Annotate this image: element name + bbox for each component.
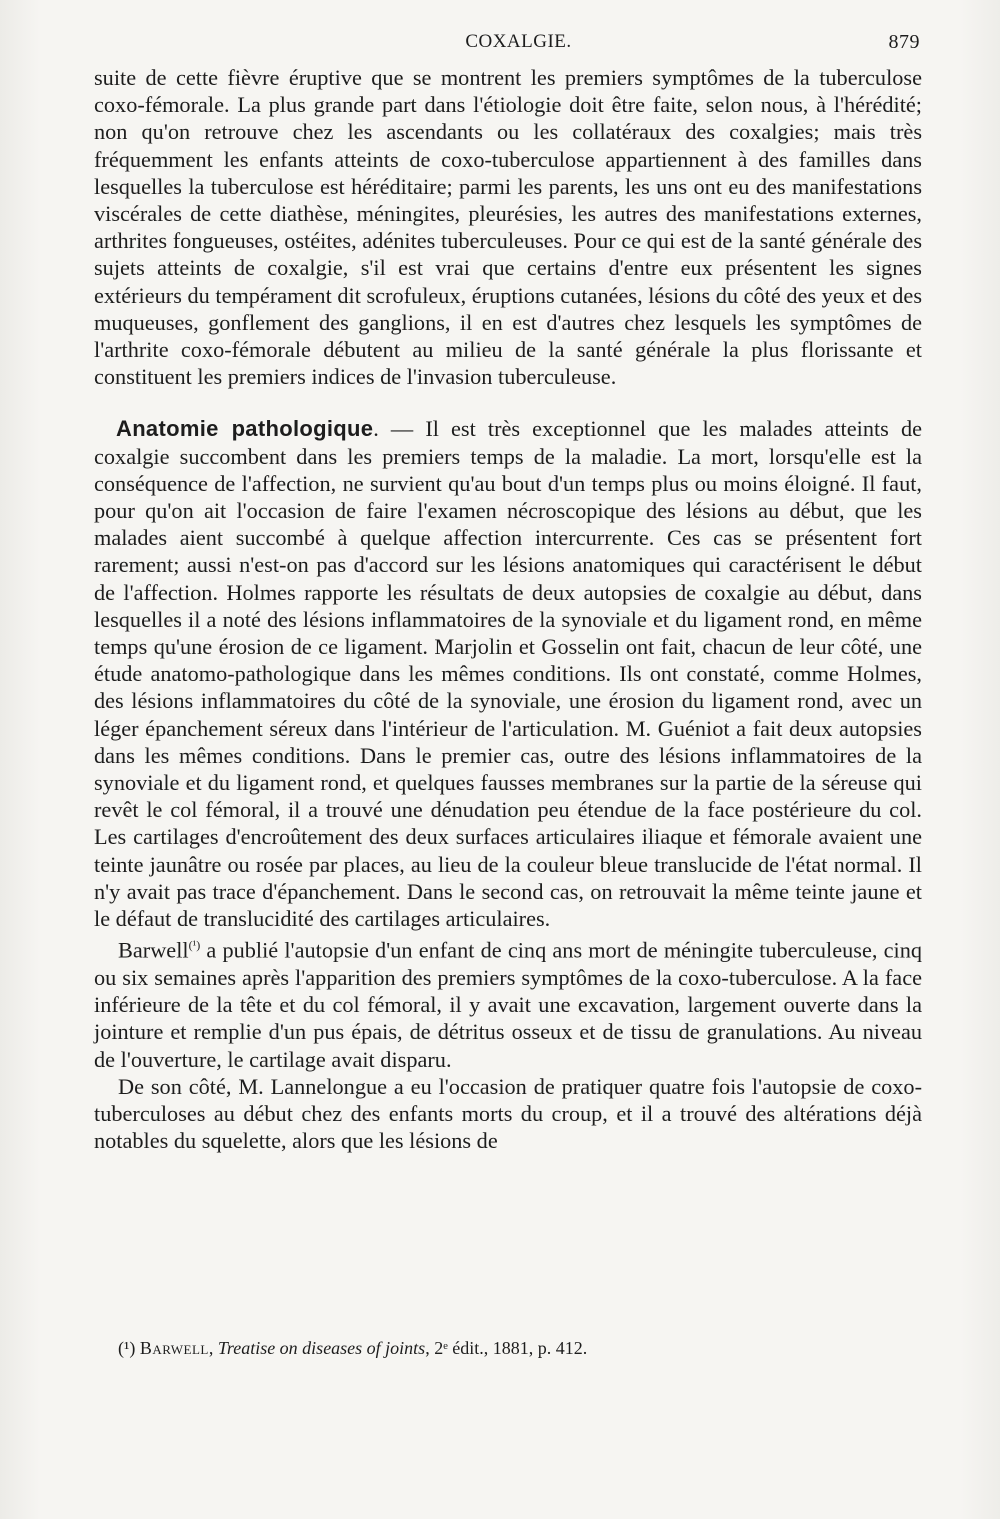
section-text: Il est très exceptionnel que les malades atteints de coxalgie succombent dans les premiers temps de la maladie. La mort, lorsqu'elle est la conséquence de l'affection, ne survient qu'au bout d'un temps plus ou moins éloigné. Il faut, pour qu'on ait l'occasion de faire l'examen nécroscopique des lésions au début, que les malades aient succombé à quelque affection intercurrente. Ces cas se présentent fort rarement; aussi n'est-on pas d'accord sur les lésions anatomiques qui caractérisent le début de l'affection. Holmes rapporte les résultats de deux autopsies de coxalgie au début, dans lesquelles il a noté des lésions inflammatoires de la synoviale et du ligament rond, en même temps qu'une érosion de ce ligament. Marjolin et Gosselin ont fait, chacun de leur côté, une étude anatomo-pathologique dans les mêmes conditions. Ils ont constaté, comme Holmes, des lésions inflammatoires du côté de la synoviale, une érosion du ligament rond, avec un léger épanchement séreux dans l'intérieur de l'articulation. M. Guéniot a fait deux autopsies dans les mêmes conditions. Dans le premier cas, outre des lésions inflammatoires de la synoviale et du ligament rond, et quelques fausses membranes sur la partie de la séreuse qui revêt le col fémoral, il a trouvé une dénudation peu étendue de la face postérieure du col. Les cartilages d'encroûtement des deux surfaces articulaires iliaque et fémorale avaient une teinte jaunâtre ou rosée par places, au lieu de la couleur bleue translucide de l'état normal. Il n'y avait pas trace d'épanchement. Dans le second cas, on retrouvait la même teinte jaune et le défaut de translucidité des cartilages articulaires. <box>94 416 922 932</box>
barwell-name: Barwell <box>118 937 189 963</box>
footnote: (¹) Barwell, Treatise on diseases of joints, 2ᵉ édit., 1881, p. 412. <box>118 1338 588 1358</box>
main-text <box>94 64 922 1154</box>
section-heading-dash: . — <box>373 416 426 442</box>
running-title: COXALGIE. <box>465 31 572 52</box>
paragraph-barwell <box>94 932 922 1072</box>
footnote-title: Treatise on diseases of joints <box>217 1338 426 1358</box>
footnote-author: Barwell <box>139 1338 209 1358</box>
footnote-rest: , 2ᵉ édit., 1881, p. 412. <box>425 1338 588 1358</box>
barwell-text: a publié l'autopsie d'un enfant de cinq ans mort de méningite tuberculeuse, cinq ou six semaines après l'apparition des premiers symptômes de la coxo-tuberculose. A la face inférieure de la tête et du col fémoral, il y avait une excavation, largement ouverte dans la jointure et remplie d'un pus épais, de détritus osseux et de tissu de granulations. Au niveau de l'ouverture, le cartilage avait disparu. <box>94 937 922 1072</box>
footnote-reference: (¹) <box>188 938 201 953</box>
footnote-mark: (¹) <box>118 1338 136 1358</box>
paragraph-anatomie <box>94 415 922 932</box>
page-number: 879 <box>888 31 920 53</box>
paragraph-etiology: suite de cette fièvre éruptive que se montrent les premiers symptômes de la tuberculose coxo-fémorale. La plus grande part dans l'étiologie doit être faite, selon nous, à l'hérédité; non qu'on retrouve chez les ascendants ou les collatéraux des coxalgies; mais très fréquemment les enfants atteints de coxo-tuberculose appartiennent à des familles dans lesquelles la tuberculose est héréditaire; parmi les parents, les uns ont eu des manifestations viscérales de cette diathèse, méningites, pleurésies, les autres des manifestations externes, arthrites fongueuses, ostéites, adénites tuberculeuses. Pour ce qui est de la santé générale des sujets atteints de coxalgie, s'il est vrai que certains d'entre eux présentent les signes extérieurs du tempérament dit scrofuleux, éruptions cutanées, lésions du côté des yeux et des muqueuses, gonflement des ganglions, il en est d'autres chez lesquels les symptômes de l'arthrite coxo-fémorale débutent au milieu de la santé générale la plus florissante et constituent les premiers indices de l'invasion tuberculeuse. <box>94 65 922 390</box>
running-header <box>117 31 920 57</box>
section-heading: Anatomie pathologique <box>116 416 374 442</box>
paragraph-lannelongue: De son côté, M. Lannelongue a eu l'occasion de pratiquer quatre fois l'autopsie de coxo-tuberculoses au début chez des enfants morts du croup, et il a trouvé des altérations déjà notables du squelette, alors que les lésions de <box>94 1073 922 1154</box>
